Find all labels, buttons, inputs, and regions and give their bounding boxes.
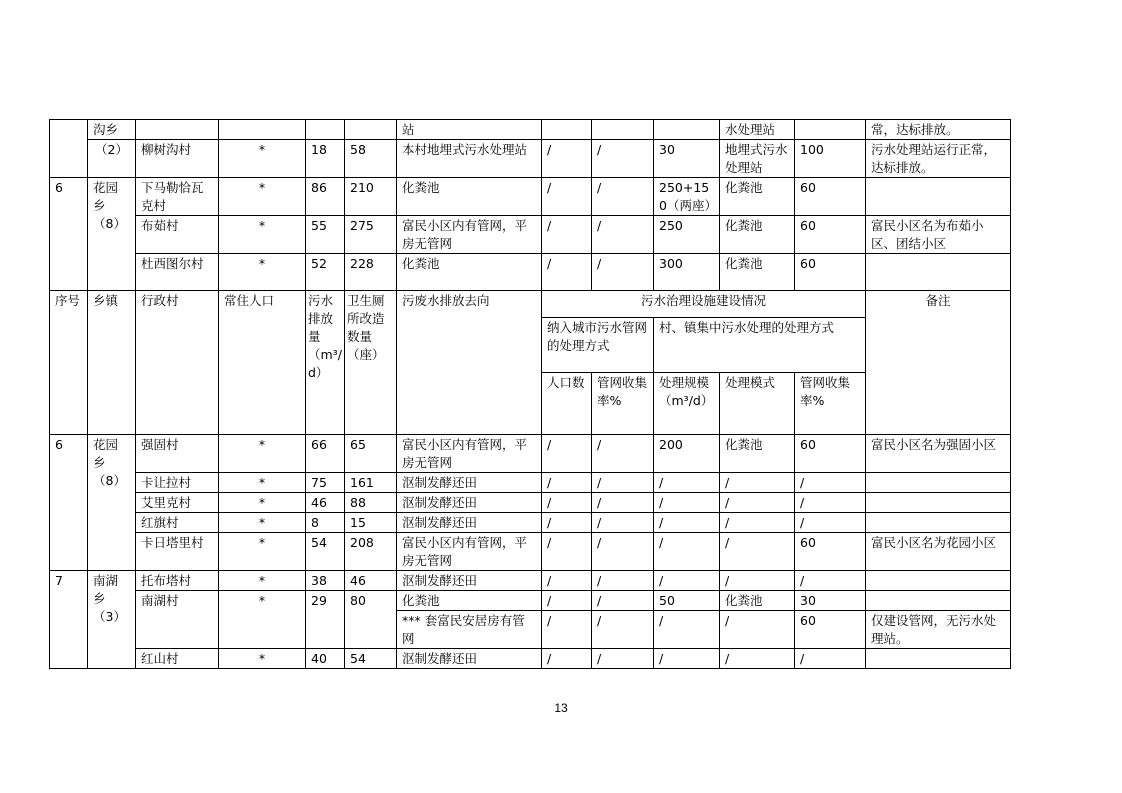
header-people: 人口数: [542, 373, 592, 435]
population-cell: *: [219, 178, 306, 216]
scale-cell: 50: [654, 591, 720, 611]
destination-cell: 站: [397, 120, 542, 140]
people-cell: /: [542, 435, 592, 473]
remark-cell: 仅建设管网，无污水处理站。: [866, 611, 1011, 649]
table-row: [50, 533, 1011, 571]
urban-rate-cell: /: [592, 571, 654, 591]
people-cell: /: [542, 216, 592, 254]
village-cell: 下马勒恰瓦克村: [136, 178, 219, 216]
population-cell: *: [219, 571, 306, 591]
toilet-cell: 208: [345, 533, 397, 571]
remark-cell: [866, 473, 1011, 493]
mode-cell: 化粪池: [720, 435, 795, 473]
mode-cell: 化粪池: [720, 216, 795, 254]
page-number: 13: [554, 701, 568, 715]
urban-rate-cell: /: [592, 435, 654, 473]
header-urban: 纳入城市污水管网的处理方式: [542, 318, 654, 373]
mode-cell: 水处理站: [720, 120, 795, 140]
urban-rate-cell: /: [592, 493, 654, 513]
header-town: 乡镇: [88, 291, 136, 435]
town-cell: 南湖乡（3）: [88, 571, 136, 669]
town-cell: 花园乡（8）: [88, 178, 136, 291]
discharge-cell: [306, 120, 345, 140]
local-rate-cell: [795, 120, 866, 140]
destination-cell: 沤制发酵还田: [397, 649, 542, 669]
scale-cell: 250: [654, 216, 720, 254]
discharge-cell: 86: [306, 178, 345, 216]
village-cell: 艾里克村: [136, 493, 219, 513]
discharge-cell: 55: [306, 216, 345, 254]
scale-cell: /: [654, 493, 720, 513]
toilet-cell: 161: [345, 473, 397, 493]
population-cell: *: [219, 649, 306, 669]
mode-cell: /: [720, 513, 795, 533]
urban-rate-cell: /: [592, 216, 654, 254]
destination-cell: 化粪池: [397, 591, 542, 611]
village-cell: 南湖村: [136, 591, 219, 649]
toilet-cell: 88: [345, 493, 397, 513]
destination-cell: 化粪池: [397, 254, 542, 291]
toilet-cell: 228: [345, 254, 397, 291]
mode-cell: /: [720, 649, 795, 669]
table-row: [50, 254, 1011, 291]
mode-cell: /: [720, 473, 795, 493]
local-rate-cell: /: [795, 513, 866, 533]
remark-cell: [866, 571, 1011, 591]
scale-cell: /: [654, 571, 720, 591]
header-scale: 处理规模（m³/d）: [654, 373, 720, 435]
table-row: [50, 435, 1011, 473]
local-rate-cell: 60: [795, 611, 866, 649]
urban-rate-cell: /: [592, 140, 654, 178]
table-row: [50, 120, 1011, 140]
people-cell: [542, 120, 592, 140]
town-cell: 花园乡（8）: [88, 435, 136, 571]
local-rate-cell: 100: [795, 140, 866, 178]
local-rate-cell: 60: [795, 178, 866, 216]
people-cell: /: [542, 178, 592, 216]
people-cell: /: [542, 254, 592, 291]
discharge-cell: 38: [306, 571, 345, 591]
local-rate-cell: /: [795, 473, 866, 493]
destination-cell: 富民小区内有管网，平房无管网: [397, 435, 542, 473]
table-row: [50, 591, 1011, 611]
destination-cell: 化粪池: [397, 178, 542, 216]
scale-cell: 250+150（两座）: [654, 178, 720, 216]
mode-cell: 化粪池: [720, 591, 795, 611]
local-rate-cell: /: [795, 571, 866, 591]
population-cell: *: [219, 435, 306, 473]
village-cell: 卡日塔里村: [136, 533, 219, 571]
remark-cell: 富民小区名为强固小区: [866, 435, 1011, 473]
local-rate-cell: 60: [795, 216, 866, 254]
scale-cell: [654, 120, 720, 140]
town-cell: 沟乡: [88, 120, 136, 140]
discharge-cell: 8: [306, 513, 345, 533]
population-cell: *: [219, 140, 306, 178]
local-rate-cell: /: [795, 649, 866, 669]
mode-cell: /: [720, 533, 795, 571]
village-cell: 杜西图尔村: [136, 254, 219, 291]
toilet-cell: 210: [345, 178, 397, 216]
population-cell: *: [219, 473, 306, 493]
local-rate-cell: /: [795, 493, 866, 513]
village-cell: 柳树沟村: [136, 140, 219, 178]
local-rate-cell: 60: [795, 533, 866, 571]
header-local: 村、镇集中污水处理的处理方式: [654, 318, 866, 373]
urban-rate-cell: /: [592, 254, 654, 291]
urban-rate-cell: /: [592, 513, 654, 533]
remark-cell: 污水处理站运行正常，达标排放。: [866, 140, 1011, 178]
discharge-cell: 66: [306, 435, 345, 473]
destination-cell: *** 套富民安居房有管网: [397, 611, 542, 649]
seq-cell: [50, 120, 88, 178]
people-cell: /: [542, 493, 592, 513]
village-cell: 卡让拉村: [136, 473, 219, 493]
destination-cell: 沤制发酵还田: [397, 473, 542, 493]
village-cell: 红旗村: [136, 513, 219, 533]
people-cell: /: [542, 473, 592, 493]
remark-cell: [866, 178, 1011, 216]
people-cell: /: [542, 140, 592, 178]
population-cell: *: [219, 533, 306, 571]
discharge-cell: 54: [306, 533, 345, 571]
toilet-cell: 275: [345, 216, 397, 254]
remark-cell: [866, 513, 1011, 533]
destination-cell: 沤制发酵还田: [397, 513, 542, 533]
header-seq: 序号: [50, 291, 88, 435]
table-row: [50, 513, 1011, 533]
discharge-cell: 75: [306, 473, 345, 493]
remark-cell: 富民小区名为花园小区: [866, 533, 1011, 571]
header-village: 行政村: [136, 291, 219, 435]
urban-rate-cell: /: [592, 533, 654, 571]
scale-cell: /: [654, 533, 720, 571]
toilet-cell: 15: [345, 513, 397, 533]
toilet-cell: 46: [345, 571, 397, 591]
destination-cell: 富民小区内有管网，平房无管网: [397, 533, 542, 571]
people-cell: /: [542, 591, 592, 611]
local-rate-cell: 60: [795, 435, 866, 473]
local-rate-cell: 60: [795, 254, 866, 291]
urban-rate-cell: /: [592, 591, 654, 611]
remark-cell: [866, 591, 1011, 611]
urban-rate-cell: /: [592, 649, 654, 669]
seq-cell: 7: [50, 571, 88, 669]
mode-cell: /: [720, 571, 795, 591]
toilet-cell: 58: [345, 140, 397, 178]
scale-cell: 300: [654, 254, 720, 291]
population-cell: *: [219, 591, 306, 649]
header-toilet: 卫生厕所改造数量（座）: [345, 291, 397, 435]
seq-cell: 6: [50, 178, 88, 291]
scale-cell: /: [654, 611, 720, 649]
urban-rate-cell: [592, 120, 654, 140]
toilet-cell: 80: [345, 591, 397, 649]
mode-cell: 化粪池: [720, 178, 795, 216]
table-row: [50, 649, 1011, 669]
people-cell: /: [542, 571, 592, 591]
header-mode: 处理模式: [720, 373, 795, 435]
header-discharge: 污水排放量（m³/d）: [306, 291, 345, 435]
table-row: [50, 178, 1011, 216]
table-row: [50, 571, 1011, 591]
scale-cell: /: [654, 649, 720, 669]
destination-cell: 富民小区内有管网，平房无管网: [397, 216, 542, 254]
village-cell: 红山村: [136, 649, 219, 669]
people-cell: /: [542, 611, 592, 649]
table-row: [50, 216, 1011, 254]
destination-cell: 本村地埋式污水处理站: [397, 140, 542, 178]
remark-cell: 常，达标排放。: [866, 120, 1011, 140]
village-cell: 托布塔村: [136, 571, 219, 591]
urban-rate-cell: /: [592, 611, 654, 649]
scale-cell: 200: [654, 435, 720, 473]
header-urban-rate: 管网收集率%: [592, 373, 654, 435]
destination-cell: 沤制发酵还田: [397, 493, 542, 513]
seq-cell: 6: [50, 435, 88, 571]
people-cell: /: [542, 533, 592, 571]
table-row: [50, 493, 1011, 513]
scale-cell: /: [654, 473, 720, 493]
village-cell: [136, 120, 219, 140]
header-local-rate: 管网收集率%: [795, 373, 866, 435]
scale-cell: /: [654, 513, 720, 533]
scale-cell: 30: [654, 140, 720, 178]
village-cell: 强固村: [136, 435, 219, 473]
header-facility: 污水治理设施建设情况: [542, 291, 866, 318]
people-cell: /: [542, 649, 592, 669]
population-cell: *: [219, 216, 306, 254]
local-rate-cell: 30: [795, 591, 866, 611]
table-row: [50, 473, 1011, 493]
urban-rate-cell: /: [592, 178, 654, 216]
destination-cell: 沤制发酵还田: [397, 571, 542, 591]
mode-cell: 地埋式污水处理站: [720, 140, 795, 178]
village-cell: 布茹村: [136, 216, 219, 254]
urban-rate-cell: /: [592, 473, 654, 493]
toilet-cell: 65: [345, 435, 397, 473]
discharge-cell: 46: [306, 493, 345, 513]
table-row: [50, 140, 1011, 178]
remark-cell: [866, 254, 1011, 291]
mode-cell: /: [720, 493, 795, 513]
toilet-cell: [345, 120, 397, 140]
mode-cell: /: [720, 611, 795, 649]
population-cell: *: [219, 513, 306, 533]
toilet-cell: 54: [345, 649, 397, 669]
population-cell: *: [219, 254, 306, 291]
discharge-cell: 52: [306, 254, 345, 291]
population-cell: *: [219, 493, 306, 513]
village-sewage-table: [49, 119, 1011, 669]
discharge-cell: 40: [306, 649, 345, 669]
header-population: 常住人口: [219, 291, 306, 435]
remark-cell: [866, 649, 1011, 669]
remark-cell: 富民小区名为布茹小区、团结小区: [866, 216, 1011, 254]
town-cell: （2）: [88, 140, 136, 178]
discharge-cell: 18: [306, 140, 345, 178]
people-cell: /: [542, 513, 592, 533]
table-header-row: [50, 291, 1011, 318]
mode-cell: 化粪池: [720, 254, 795, 291]
header-destination: 污废水排放去向: [397, 291, 542, 435]
discharge-cell: 29: [306, 591, 345, 649]
header-remark: 备注: [866, 291, 1011, 435]
remark-cell: [866, 493, 1011, 513]
population-cell: [219, 120, 306, 140]
